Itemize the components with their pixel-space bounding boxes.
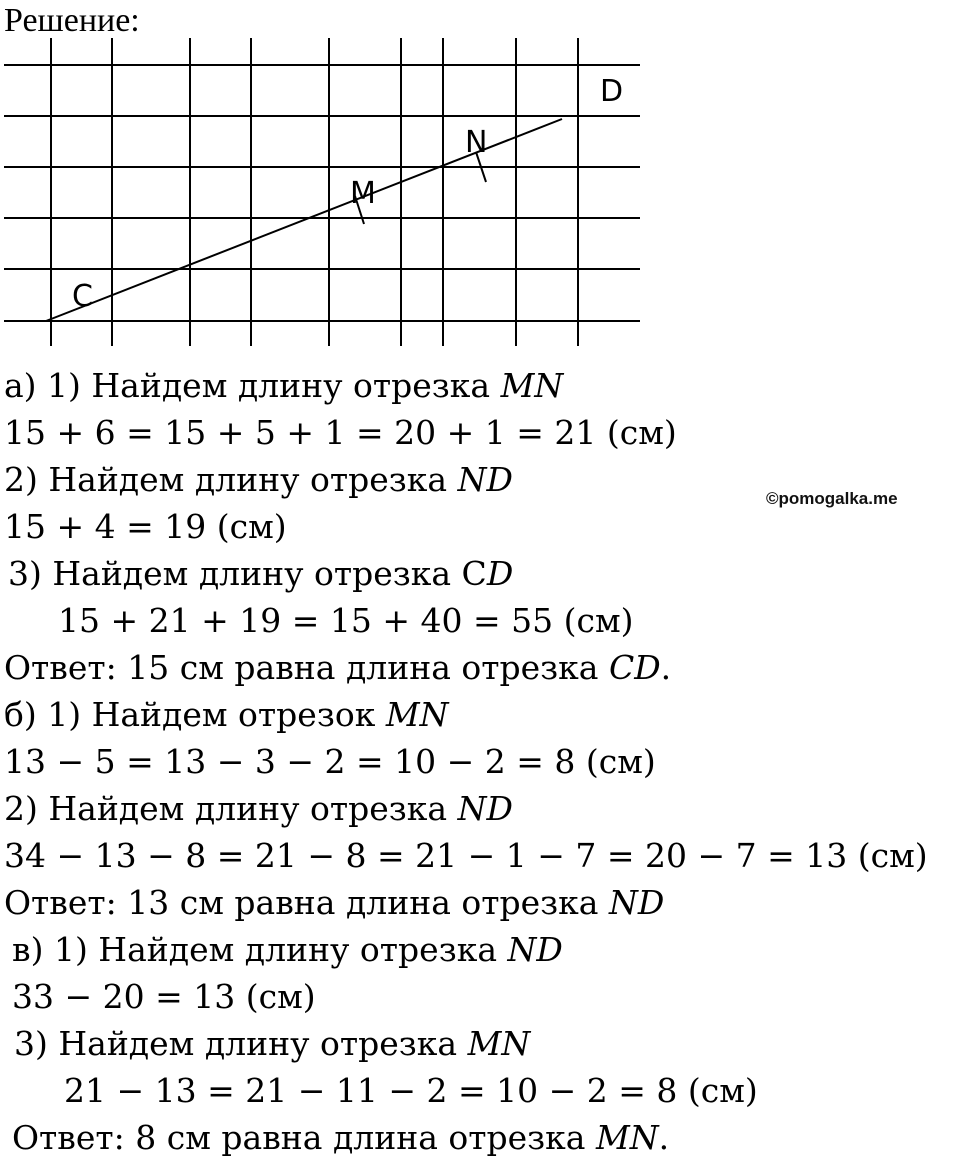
part-a-step-2-var: ND (457, 460, 513, 499)
part-b-answer-var: ND (608, 883, 665, 922)
point-label-c: C (72, 279, 93, 314)
part-a-equation-3: 15 + 21 + 19 = 15 + 40 = 55 (см) (58, 601, 634, 640)
point-label-n: N (465, 125, 488, 160)
part-a-title-var: MN (500, 366, 564, 405)
part-a-equation-2: 15 + 4 = 19 (см) (4, 507, 287, 546)
part-c-equation-1: 33 − 20 = 13 (см) (12, 977, 316, 1016)
part-a-answer-end: . (660, 648, 672, 687)
part-c-answer-text: Ответ: 8 см равна длина отрезка (12, 1118, 586, 1157)
part-a-title-text: а) 1) Найдем длину отрезка (4, 366, 491, 405)
part-b-title-text: б) 1) Найдем отрезок (4, 695, 376, 734)
part-b-step-2-var: ND (457, 789, 513, 828)
part-b-equation-1: 13 − 5 = 13 − 3 − 2 = 10 − 2 = 8 (см) (4, 742, 656, 781)
part-c-step-3-var: MN (467, 1024, 531, 1063)
part-a-step-2-text: 2) Найдем длину отрезка (4, 460, 448, 499)
part-a-step-3 (8, 554, 513, 594)
part-c-equation-2: 21 − 13 = 21 − 11 − 2 = 10 − 2 = 8 (см) (64, 1071, 758, 1110)
part-a-step-3-text: 3) Найдем длину отрезка C (8, 554, 487, 593)
part-b-title (4, 695, 449, 735)
part-b-step-2-text: 2) Найдем длину отрезка (4, 789, 448, 828)
part-a-answer-var: CD (608, 648, 661, 687)
part-b-answer-text: Ответ: 13 см равна длина отрезка (4, 883, 599, 922)
part-a-equation-1: 15 + 6 = 15 + 5 + 1 = 20 + 1 = 21 (см) (4, 413, 677, 452)
part-b-title-var: MN (385, 695, 449, 734)
part-c-answer-end: . (658, 1118, 670, 1157)
part-a-answer (4, 648, 671, 688)
part-a-step-3-var: D (486, 554, 514, 593)
point-label-d: D (600, 74, 624, 109)
part-b-equation-2: 34 − 13 − 8 = 21 − 8 = 21 − 1 − 7 = 20 − 7 = 13 (см) (4, 836, 928, 875)
part-a-step-2 (4, 460, 513, 500)
part-c-answer-var: MN (595, 1118, 659, 1157)
part-b-step-2 (4, 789, 513, 829)
part-b-answer (4, 883, 664, 923)
part-c-title (12, 930, 563, 970)
part-c-title-var: ND (507, 930, 563, 969)
watermark: ©pomogalka.me (766, 489, 898, 508)
part-c-answer (12, 1118, 669, 1158)
solution-heading: Решение: (4, 2, 140, 39)
part-c-step-3 (14, 1024, 530, 1064)
part-a-answer-text: Ответ: 15 см равна длина отрезка (4, 648, 599, 687)
part-a-title (4, 366, 563, 406)
segment-grid-diagram (0, 0, 960, 350)
part-c-title-text: в) 1) Найдем длину отрезка (12, 930, 498, 969)
part-c-step-3-text: 3) Найдем длину отрезка (14, 1024, 458, 1063)
point-label-m: M (350, 176, 376, 211)
